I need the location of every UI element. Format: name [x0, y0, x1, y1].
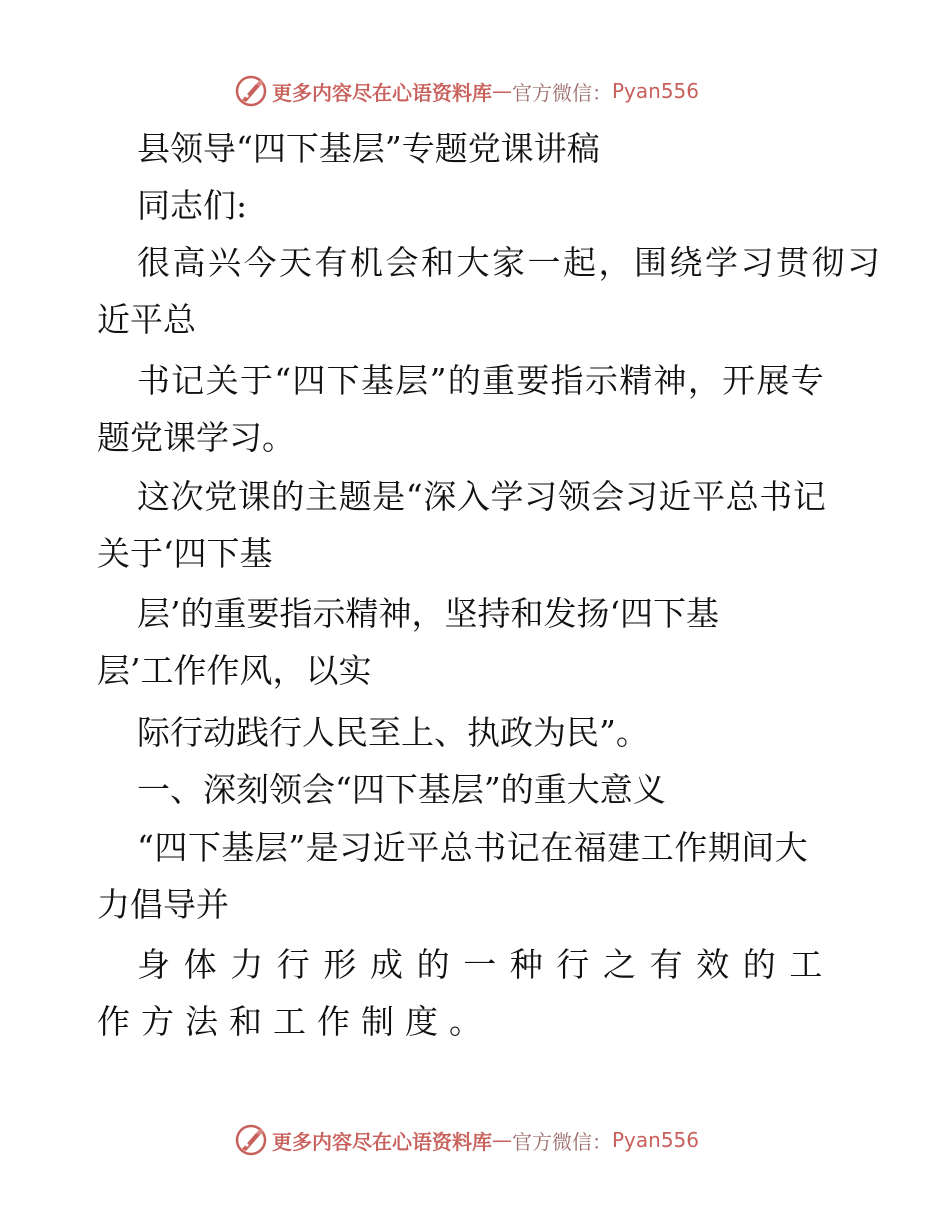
document-line: “四下基层”是习近平总书记在福建工作期间大: [137, 828, 809, 867]
watermark-header: [234, 73, 699, 109]
watermark-footer: [234, 1122, 699, 1158]
document-salutation: 同志们:: [137, 186, 248, 225]
document-line: 很高兴今天有机会和大家一起，围绕学习贯彻习: [137, 243, 883, 282]
document-line: 关于‘四下基: [97, 534, 273, 573]
document-line: 题党课学习。: [97, 418, 295, 457]
watermark-separator: —: [492, 79, 512, 103]
document-line: 力倡导并: [97, 885, 229, 924]
document-line: 层’的重要指示精神，坚持和发扬‘四下基: [137, 594, 719, 633]
watermark-separator: —: [492, 1128, 512, 1152]
document-line: 层’工作作风，以实: [97, 651, 372, 690]
watermark-wechat-id: Pyan556: [612, 79, 700, 103]
document-line: 身体力行形成的一种行之有效的工: [137, 945, 836, 984]
watermark-main-text: 更多内容尽在心语资料库: [272, 80, 492, 105]
document-line: 书记关于“四下基层”的重要指示精神，开展专: [137, 361, 826, 400]
pen-nib-circle-icon: [234, 74, 268, 108]
section-heading: 一、深刻领会“四下基层”的重大意义: [137, 770, 666, 809]
pen-nib-circle-icon: [234, 1123, 268, 1157]
document-line: 际行动践行人民至上、执政为民”。: [137, 713, 649, 752]
document-line: 作方法和工作制度。: [97, 1002, 493, 1041]
document-line: 近平总: [97, 300, 196, 339]
watermark-wechat-id: Pyan556: [612, 1128, 700, 1152]
document-title: 县领导“四下基层”专题党课讲稿: [137, 129, 600, 168]
document-line: 这次党课的主题是“深入学习领会习近平总书记: [137, 477, 827, 516]
watermark-sub-text: 官方微信：: [512, 1129, 612, 1154]
watermark-main-text: 更多内容尽在心语资料库: [272, 1129, 492, 1154]
watermark-sub-text: 官方微信：: [512, 80, 612, 105]
